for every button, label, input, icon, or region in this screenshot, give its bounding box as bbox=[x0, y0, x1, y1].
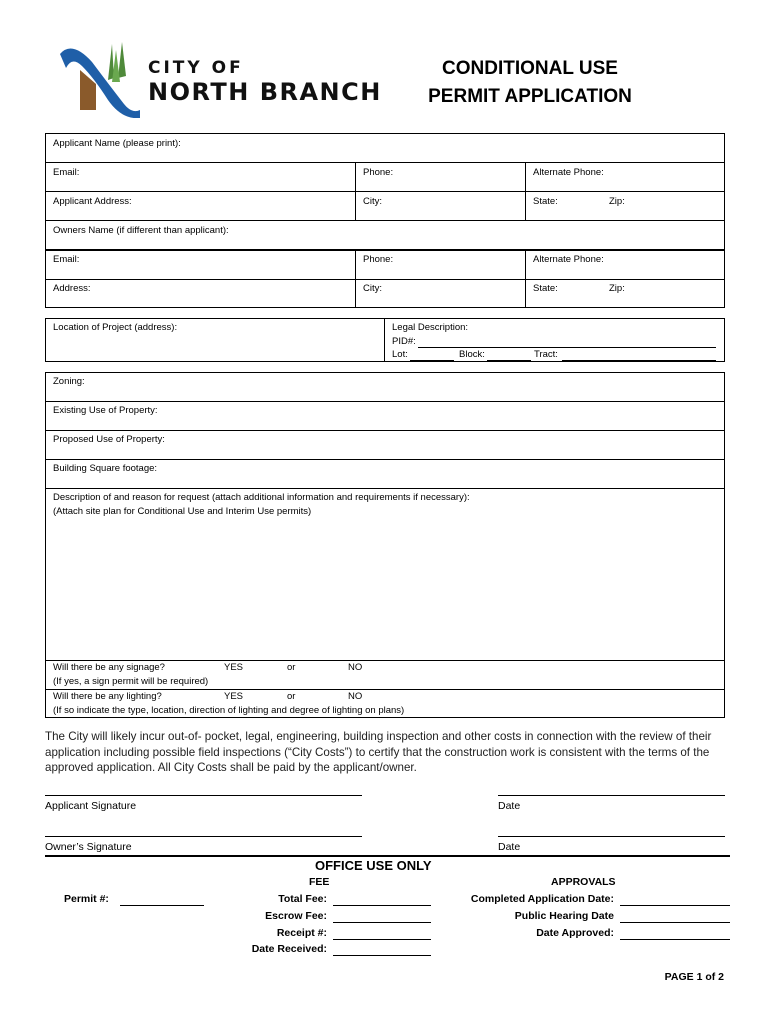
applicant-signature-label: Applicant Signature bbox=[45, 800, 137, 812]
project-location-field[interactable]: Location of Project (address): bbox=[53, 322, 178, 333]
owner-city-field[interactable]: City: bbox=[363, 283, 382, 294]
city-logo-mark bbox=[52, 38, 144, 118]
form-title-line2: PERMIT APPLICATION bbox=[428, 86, 632, 107]
fee-heading: FEE bbox=[309, 876, 330, 888]
public-hearing-label: Public Hearing Date bbox=[514, 910, 614, 922]
applicant-phone-field[interactable]: Phone: bbox=[363, 167, 394, 178]
applicant-alt-phone-field[interactable]: Alternate Phone: bbox=[533, 167, 604, 178]
owner-name-field[interactable]: Owners Name (if different than applicant): bbox=[53, 225, 229, 236]
block-label: Block: bbox=[459, 349, 485, 360]
permit-number-label: Permit #: bbox=[64, 893, 109, 905]
office-use-divider bbox=[45, 855, 730, 857]
receipt-line[interactable] bbox=[333, 939, 431, 940]
total-fee-label: Total Fee: bbox=[278, 893, 327, 905]
receipt-label: Receipt #: bbox=[276, 927, 327, 939]
pid-label: PID#: bbox=[392, 336, 416, 347]
date-approved-line[interactable] bbox=[620, 939, 730, 940]
pid-line bbox=[418, 347, 716, 348]
tract-line[interactable] bbox=[562, 360, 716, 361]
owner-zip-field[interactable]: Zip: bbox=[609, 283, 625, 294]
escrow-fee-line[interactable] bbox=[333, 922, 431, 923]
page-number: PAGE 1 of 2 bbox=[664, 971, 724, 983]
lighting-or: or bbox=[287, 691, 296, 702]
escrow-fee-label: Escrow Fee: bbox=[265, 910, 327, 922]
completed-date-line[interactable] bbox=[620, 905, 730, 906]
owner-date-label: Date bbox=[498, 841, 521, 853]
city-costs-paragraph: The City will likely incur out-of- pocket, legal, engineering, building inspection and other costs in connection with the review of their application including possible field inspections (“City Costs”) to certify that the construction work is consistent with the terms of the approved application. All City Costs shall be paid by the applicant/owner. bbox=[45, 730, 712, 774]
legal-description-label: Legal Description: bbox=[392, 322, 469, 333]
applicant-date-label: Date bbox=[498, 800, 521, 812]
date-approved-label: Date Approved: bbox=[536, 927, 614, 939]
approvals-heading: APPROVALS bbox=[551, 876, 616, 888]
owner-alt-phone-field[interactable]: Alternate Phone: bbox=[533, 254, 604, 265]
completed-date-label: Completed Application Date: bbox=[470, 893, 614, 905]
pid-field[interactable] bbox=[392, 336, 416, 347]
applicant-date-line[interactable] bbox=[498, 795, 725, 796]
owner-address-field[interactable]: Address: bbox=[53, 283, 91, 294]
owner-phone-field[interactable]: Phone: bbox=[363, 254, 394, 265]
date-received-line[interactable] bbox=[333, 955, 431, 956]
applicant-zip-field[interactable]: Zip: bbox=[609, 196, 625, 207]
logo-city-of: CITY OF bbox=[148, 58, 244, 78]
office-use-heading: OFFICE USE ONLY bbox=[315, 858, 432, 873]
signage-question: Will there be any signage? bbox=[53, 662, 165, 673]
public-hearing-line[interactable] bbox=[620, 922, 730, 923]
lighting-note: (If so indicate the type, location, direction of lighting and degree of lighting on plans) bbox=[53, 705, 405, 716]
proposed-use-field[interactable]: Proposed Use of Property: bbox=[53, 434, 165, 445]
applicant-state-field[interactable]: State: bbox=[533, 196, 558, 207]
signage-or: or bbox=[287, 662, 296, 673]
tract-label: Tract: bbox=[534, 349, 558, 360]
applicant-name-field[interactable]: Applicant Name (please print): bbox=[53, 138, 181, 149]
description-field[interactable]: Description of and reason for request (attach additional information and requirements if necessary): bbox=[53, 492, 470, 503]
zoning-field[interactable]: Zoning: bbox=[53, 376, 85, 387]
applicant-city-field[interactable]: City: bbox=[363, 196, 382, 207]
lot-line[interactable] bbox=[410, 360, 454, 361]
building-sqft-field[interactable]: Building Square footage: bbox=[53, 463, 158, 474]
block-line[interactable] bbox=[487, 360, 531, 361]
applicant-signature-line[interactable] bbox=[45, 795, 362, 796]
lot-label: Lot: bbox=[392, 349, 408, 360]
lighting-yes-option[interactable]: YES bbox=[224, 691, 244, 702]
permit-number-line[interactable] bbox=[120, 905, 204, 906]
owner-signature-label: Owner’s Signature bbox=[45, 841, 132, 853]
applicant-address-field[interactable]: Applicant Address: bbox=[53, 196, 132, 207]
logo-north-branch: NORTH BRANCH bbox=[148, 78, 382, 106]
description-note: (Attach site plan for Conditional Use and Interim Use permits) bbox=[53, 506, 312, 517]
applicant-email-field[interactable]: Email: bbox=[53, 167, 80, 178]
owner-date-line[interactable] bbox=[498, 836, 725, 837]
signage-no-option[interactable]: NO bbox=[348, 662, 363, 673]
owner-state-field[interactable]: State: bbox=[533, 283, 558, 294]
signage-note: (If yes, a sign permit will be required) bbox=[53, 676, 209, 687]
owner-email-field[interactable]: Email: bbox=[53, 254, 80, 265]
lighting-no-option[interactable]: NO bbox=[348, 691, 363, 702]
signage-yes-option[interactable]: YES bbox=[224, 662, 244, 673]
total-fee-line[interactable] bbox=[333, 905, 431, 906]
existing-use-field[interactable]: Existing Use of Property: bbox=[53, 405, 158, 416]
owner-signature-line[interactable] bbox=[45, 836, 362, 837]
form-title-line1: CONDITIONAL USE bbox=[442, 58, 618, 79]
lighting-question: Will there be any lighting? bbox=[53, 691, 162, 702]
date-received-label: Date Received: bbox=[251, 943, 327, 955]
